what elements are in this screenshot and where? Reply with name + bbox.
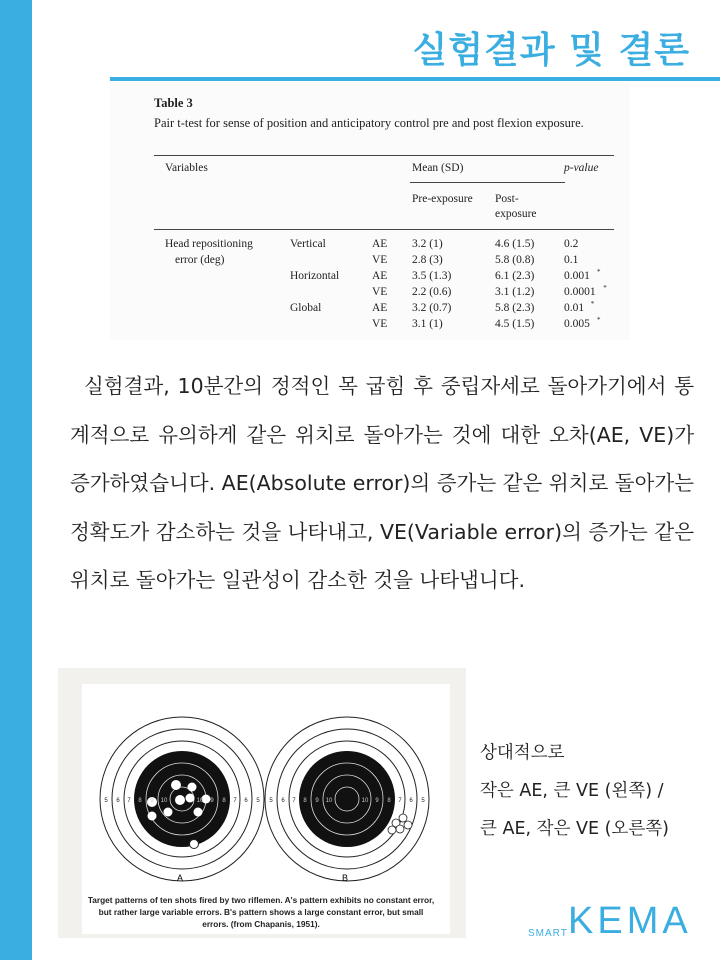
result-paragraph-text: 실험결과, 10분간의 정적인 목 굽힘 후 중립자세로 돌아가기에서 통계적으로 유의하게 같은 위치로 돌아가는 것에 대한 오차(AE, VE)가 증가하였습니다. AE(Absolute error)의 증가는 같은 위치로 돌아가는 정확도가 감소하는 것을 나타내고, VE(Variable error)의 증가는 같은 위치로 돌아가는 일관성이 감소한 것을 나타냅니다. bbox=[70, 374, 694, 593]
ring-number: 7 bbox=[233, 798, 237, 804]
ring-number: 5 bbox=[421, 798, 425, 804]
row-error-type: AE bbox=[372, 270, 388, 282]
header-post-2: exposure bbox=[495, 208, 537, 220]
header-sub-rule bbox=[410, 182, 565, 183]
target-a-label: A bbox=[176, 873, 184, 883]
header-mean-sd: Mean (SD) bbox=[412, 162, 464, 174]
logo-big-text: KEMA bbox=[568, 900, 692, 942]
ring-number: 8 bbox=[303, 798, 307, 804]
result-paragraph bbox=[70, 362, 694, 605]
significance-mark: * bbox=[597, 316, 601, 324]
row-pre-value: 2.2 (0.6) bbox=[412, 286, 452, 298]
row-p-value: 0.001 bbox=[564, 270, 590, 282]
results-table bbox=[110, 82, 630, 340]
row-pre-value: 3.5 (1.3) bbox=[412, 270, 452, 282]
target-b bbox=[265, 717, 429, 881]
ring-number: 9 bbox=[210, 798, 214, 804]
row-p-value: 0.01 bbox=[564, 302, 585, 314]
row-error-type: AE bbox=[372, 238, 388, 250]
side-note bbox=[480, 734, 669, 848]
ring-number: 5 bbox=[269, 798, 273, 804]
ring-number: 10 bbox=[361, 798, 369, 804]
figure-caption: Target patterns of ten shots fired by two riflemen. A's pattern exhibits no constant error, but rather large variable errors. B's pattern shows a large constant error, but small errors. (from Chapanis, 1951). bbox=[87, 895, 435, 929]
row-pre-value: 2.8 (3) bbox=[412, 254, 443, 266]
row-post-value: 5.8 (0.8) bbox=[495, 254, 535, 266]
ring-number: 5 bbox=[256, 798, 260, 804]
significance-mark: * bbox=[590, 300, 595, 308]
ring-number: 10 bbox=[325, 798, 333, 804]
header-bottom-rule bbox=[154, 229, 614, 230]
row-post-value: 6.1 (2.3) bbox=[495, 270, 535, 282]
table-caption: Table 3 bbox=[154, 96, 193, 110]
row-p-value: 0.005 bbox=[564, 318, 590, 330]
ring-number: 6 bbox=[244, 798, 248, 804]
side-note-line-3: 큰 AE, 작은 VE (오른쪽) bbox=[480, 819, 669, 839]
header-pre: Pre-exposure bbox=[412, 193, 473, 205]
group-label-1: Head repositioning bbox=[165, 238, 253, 250]
ring-number: 6 bbox=[116, 798, 120, 804]
row-direction: Global bbox=[290, 302, 322, 314]
target-b-label: B bbox=[341, 873, 349, 883]
title-underline bbox=[110, 77, 720, 81]
target-figure bbox=[58, 668, 466, 938]
ring-number: 6 bbox=[409, 798, 413, 804]
header-p-value: p-value bbox=[564, 162, 599, 174]
row-error-type: VE bbox=[372, 286, 388, 298]
group-label-2: error (deg) bbox=[175, 254, 225, 266]
ring-number: 9 bbox=[315, 798, 319, 804]
ring-number: 9 bbox=[150, 798, 154, 804]
row-p-value: 0.1 bbox=[564, 254, 579, 266]
row-post-value: 5.8 (2.3) bbox=[495, 302, 535, 314]
row-post-value: 4.5 (1.5) bbox=[495, 318, 535, 330]
row-pre-value: 3.2 (0.7) bbox=[412, 302, 452, 314]
ring-number: 8 bbox=[138, 798, 142, 804]
smart-kema-logo bbox=[528, 900, 698, 944]
ring-number: 10 bbox=[160, 798, 168, 804]
row-post-value: 3.1 (1.2) bbox=[495, 286, 535, 298]
significance-mark: * bbox=[603, 284, 607, 292]
row-error-type: VE bbox=[372, 254, 388, 266]
side-note-line-1: 상대적으로 bbox=[480, 743, 565, 763]
row-p-value: 0.2 bbox=[564, 238, 579, 250]
ring-number: 10 bbox=[196, 798, 204, 804]
row-p-value: 0.0001 bbox=[564, 286, 596, 298]
ring-number: 6 bbox=[281, 798, 285, 804]
ring-number: 5 bbox=[104, 798, 108, 804]
row-pre-value: 3.2 (1) bbox=[412, 238, 443, 250]
table-top-rule bbox=[154, 155, 614, 156]
header-post-1: Post- bbox=[495, 193, 519, 205]
ring-number: 7 bbox=[398, 798, 402, 804]
row-direction: Horizontal bbox=[290, 270, 340, 282]
ring-number: 7 bbox=[292, 798, 296, 804]
table-description: Pair t-test for sense of position and anticipatory control pre and post flexion exposure. bbox=[154, 116, 584, 130]
row-direction: Vertical bbox=[290, 238, 326, 250]
target-a bbox=[100, 717, 264, 881]
ring-number: 8 bbox=[387, 798, 391, 804]
header-variables: Variables bbox=[165, 162, 208, 174]
logo-small-text: SMART bbox=[528, 928, 568, 939]
row-error-type: AE bbox=[372, 302, 388, 314]
left-accent-bar bbox=[0, 0, 32, 960]
target-svg bbox=[82, 684, 450, 894]
side-note-line-2: 작은 AE, 큰 VE (왼쪽) / bbox=[480, 781, 664, 801]
ring-number: 9 bbox=[375, 798, 379, 804]
target-figure-inner bbox=[82, 684, 450, 934]
ring-number: 7 bbox=[127, 798, 131, 804]
row-error-type: VE bbox=[372, 318, 388, 330]
row-pre-value: 3.1 (1) bbox=[412, 318, 443, 330]
page-title: 실험결과 및 결론 bbox=[412, 30, 690, 71]
row-post-value: 4.6 (1.5) bbox=[495, 238, 535, 250]
ring-number: 8 bbox=[222, 798, 226, 804]
significance-mark: * bbox=[597, 268, 601, 276]
